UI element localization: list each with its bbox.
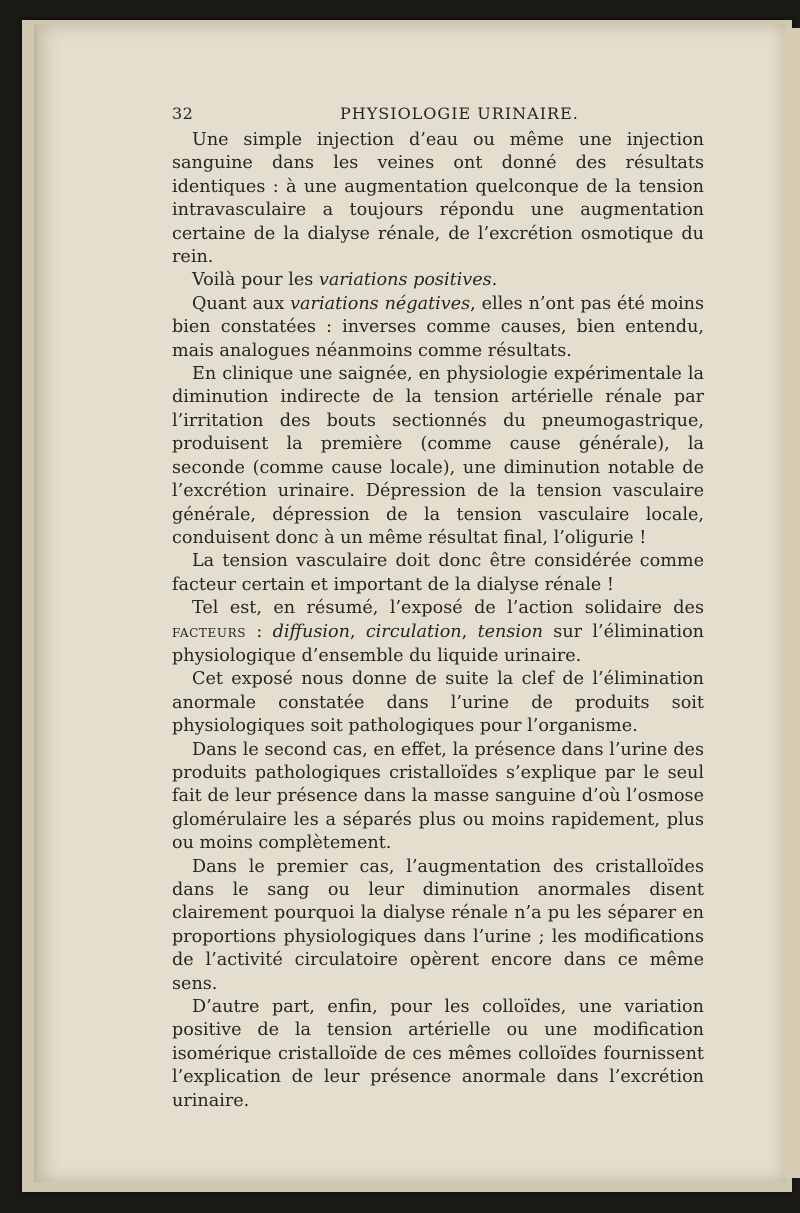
paragraph-8-text: Dans le second cas, en effet, la présence dans l’urine des produits pathologiques cristalloïdes s’explique par le seul fait de leur présence dans la masse sanguine d’où l’osmose glomérulaire les a séparés plus ou moins rapidement, plus ou moins complètement. xyxy=(172,739,704,854)
paragraph-10-text: D’autre part, enfin, pour les colloïdes, une variation positive de la tension artérielle ou une modification isomérique cristalloïde de ces mêmes colloïdes fournissent l’explication de leur présence anormale dans l’excrétion urinaire. xyxy=(172,997,704,1111)
paragraph-5-text: La tension vasculaire doit donc être considérée comme facteur certain et important de la dialyse rénale ! xyxy=(172,551,704,595)
paragraph-6-smallcaps: FACTEURS xyxy=(172,625,247,640)
body-text xyxy=(172,129,704,1113)
paragraph-8 xyxy=(172,739,704,856)
paragraph-2 xyxy=(172,269,704,292)
paragraph-6-italic-tension: tension xyxy=(477,621,543,642)
paragraph-6-sep-2: , xyxy=(461,621,478,642)
paragraph-6 xyxy=(172,597,704,668)
page-header xyxy=(172,104,704,128)
paragraph-5 xyxy=(172,550,704,597)
paragraph-9 xyxy=(172,856,704,996)
paragraph-6-tail: sur l’élimination physiologique d’ensemble du liquide urinaire. xyxy=(172,621,705,666)
paragraph-3-italic: variations négatives xyxy=(290,293,471,314)
paragraph-6-italic-diffusion: diffusion xyxy=(272,621,350,642)
paragraph-6-text: Tel est, en résumé, l’exposé de l’action solidaire des xyxy=(192,598,704,619)
paragraph-3-tail: , elles n’ont pas été moins bien constatées : inverses comme causes, bien entendu, mais analogues néanmoins comme résultats. xyxy=(172,293,704,361)
paragraph-1-text: Une simple injection d’eau ou même une injection sanguine dans les veines ont donné des résultats identiques : à une augmentation quelconque de la tension intravasculaire a toujours répondu une augmentation certaine de la dialyse rénale, de l’excrétion osmotique du rein. xyxy=(172,130,704,268)
paragraph-2-italic: variations positives. xyxy=(318,270,498,291)
paragraph-6-colon: : xyxy=(246,621,273,642)
paragraph-3-text: Quant aux xyxy=(192,293,291,314)
paragraph-6-italic-circulation: circulation xyxy=(365,621,462,642)
paragraph-7 xyxy=(172,668,704,738)
paragraph-1 xyxy=(172,129,704,269)
paragraph-4 xyxy=(172,363,704,550)
paragraph-2-text: Voilà pour les xyxy=(192,270,319,291)
paragraph-10 xyxy=(172,996,704,1113)
paragraph-4-text: En clinique une saignée, en physiologie expérimentale la diminution indirecte de la tension artérielle rénale par l’irritation des bouts sectionnés du pneumogastrique, produisent la première (comme cause générale), la seconde (comme cause locale), une diminution notable de l’excrétion urinaire. Dépression de la tension vasculaire générale, dépression de la tension vasculaire locale, conduisent donc à un même résultat final, l’oligurie ! xyxy=(172,364,704,548)
page-number: 32 xyxy=(172,104,194,123)
paragraph-9-text: Dans le premier cas, l’augmentation des cristalloïdes dans le sang ou leur diminution anormales disent clairement pourquoi la dialyse rénale n’a pu les séparer en proportions physiologiques dans l’urine ; les modifications de l’activité circulatoire opèrent encore dans ce même sens. xyxy=(172,856,704,994)
paragraph-3 xyxy=(172,293,704,363)
paragraph-7-text: Cet exposé nous donne de suite la clef de l’élimination anormale constatée dans l’urine de produits soit physiologiques soit pathologiques pour l’organisme. xyxy=(172,669,704,737)
paragraph-6-sep-1: , xyxy=(349,621,366,642)
running-title: PHYSIOLOGIE URINAIRE. xyxy=(340,104,579,123)
